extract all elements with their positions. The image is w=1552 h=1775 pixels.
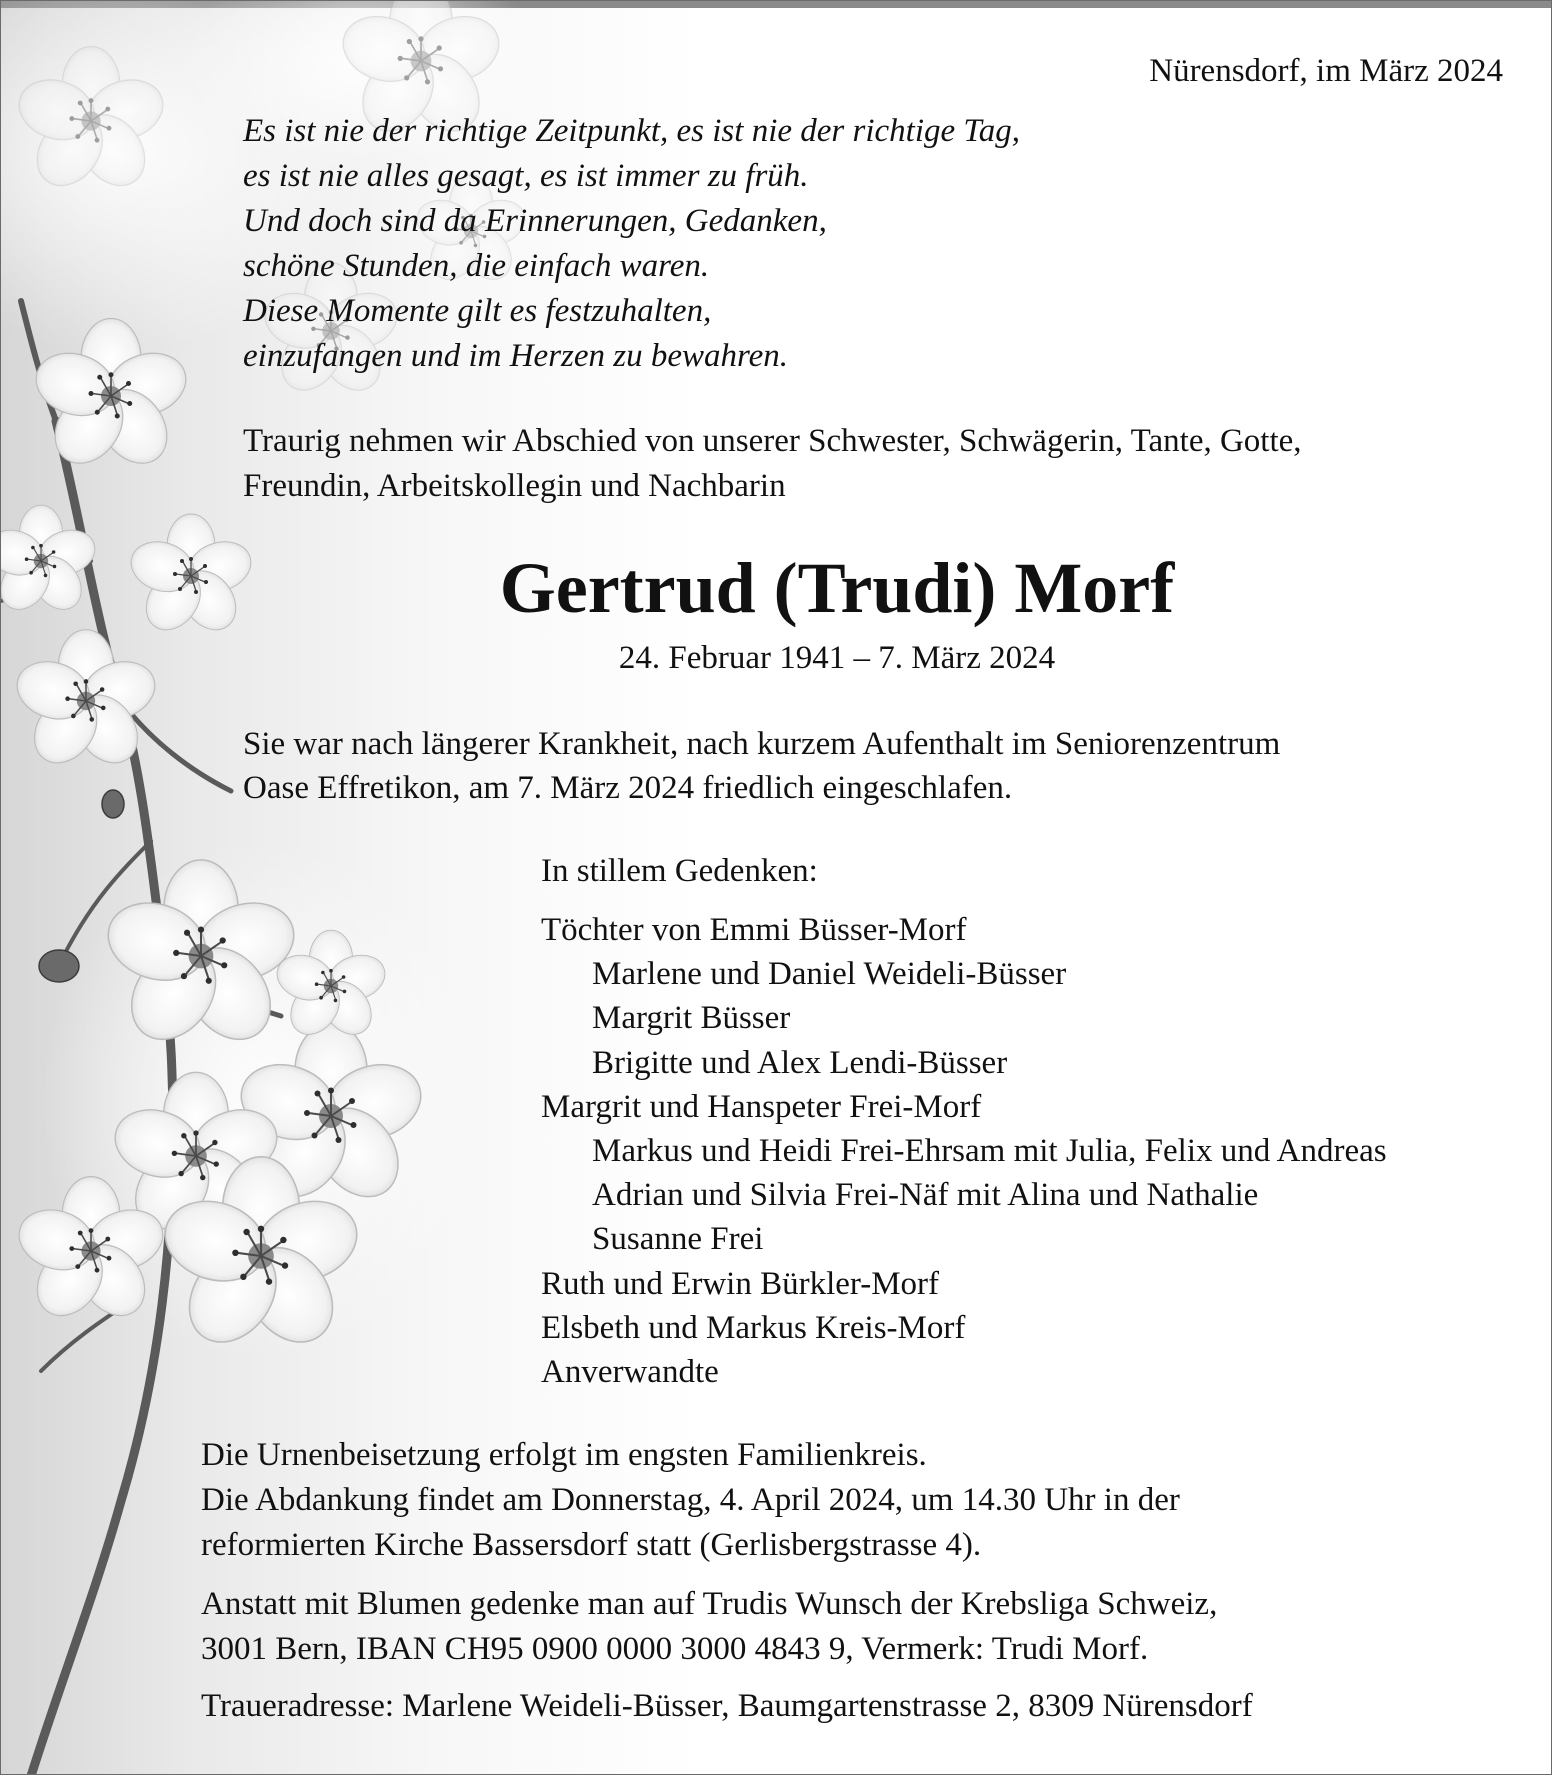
intro-line: Freundin, Arbeitskollegin und Nachbarin <box>243 468 786 504</box>
poem-line: es ist nie alles gesagt, es ist immer zu früh. <box>243 158 809 194</box>
mourner-entry: Margrit und Hanspeter Frei-Morf <box>541 1088 982 1125</box>
passing-line: Sie war nach längerer Krankheit, nach kurzem Aufenthalt im Seniorenzentrum <box>243 726 1281 762</box>
mourner-entry: Markus und Heidi Frei-Ehrsam mit Julia, Felix und Andreas <box>592 1133 1387 1170</box>
intro-line: Traurig nehmen wir Abschied von unserer Schwester, Schwägerin, Tante, Gotte, <box>243 423 1302 459</box>
farewell-intro <box>243 419 1302 509</box>
passing-line: Oase Effretikon, am 7. März 2024 friedlich eingeschlafen. <box>243 770 1013 806</box>
mourner-entry: Susanne Frei <box>592 1221 764 1258</box>
mourner-entry: Brigitte und Alex Lendi-Büsser <box>592 1044 1008 1081</box>
mourners-heading: In stillem Gedenken: <box>541 853 818 889</box>
lifespan-dates: 24. Februar 1941 – 7. März 2024 <box>618 640 1056 676</box>
mourner-entry: Marlene und Daniel Weideli-Büsser <box>592 956 1067 993</box>
donation-line: 3001 Bern, IBAN CH95 0900 0000 3000 4843 9, Vermerk: Trudi Morf. <box>201 1631 1149 1667</box>
mourning-address: Traueradresse: Marlene Weideli-Büsser, Baumgartenstrasse 2, 8309 Nürensdorf <box>201 1688 1253 1724</box>
poem-line: einzufangen und im Herzen zu bewahren. <box>243 338 789 374</box>
poem <box>243 109 1020 379</box>
place-date: Nürensdorf, im März 2024 <box>1149 53 1503 89</box>
service-line: Die Abdankung findet am Donnerstag, 4. April 2024, um 14.30 Uhr in der <box>201 1482 1180 1518</box>
poem-line: Diese Momente gilt es festzuhalten, <box>243 293 712 329</box>
mourner-entry: Anverwandte <box>541 1354 719 1391</box>
service-line: reformierten Kirche Bassersdorf statt (Gerlisbergstrasse 4). <box>201 1527 982 1563</box>
mourner-entry: Elsbeth und Markus Kreis-Morf <box>541 1309 966 1346</box>
poem-line: Und doch sind da Erinnerungen, Gedanken, <box>243 203 827 239</box>
mourners-list <box>541 908 1387 1394</box>
passing-notice <box>243 722 1280 810</box>
mourner-entry: Adrian und Silvia Frei-Näf mit Alina und Nathalie <box>592 1177 1259 1214</box>
poem-line: Es ist nie der richtige Zeitpunkt, es ist nie der richtige Tag, <box>243 113 1020 149</box>
mourner-entry: Töchter von Emmi Büsser-Morf <box>541 912 967 948</box>
service-line: Die Urnenbeisetzung erfolgt im engsten Familienkreis. <box>201 1437 927 1473</box>
donation-line: Anstatt mit Blumen gedenke man auf Trudis Wunsch der Krebsliga Schweiz, <box>201 1586 1218 1622</box>
donation-notice <box>201 1582 1217 1672</box>
poem-line: schöne Stunden, die einfach waren. <box>243 248 710 284</box>
mourner-entry: Margrit Büsser <box>592 1000 791 1037</box>
mourner-entry: Ruth und Erwin Bürkler-Morf <box>541 1265 940 1302</box>
deceased-name: Gertrud (Trudi) Morf <box>499 548 1175 628</box>
service-details <box>201 1433 1180 1568</box>
